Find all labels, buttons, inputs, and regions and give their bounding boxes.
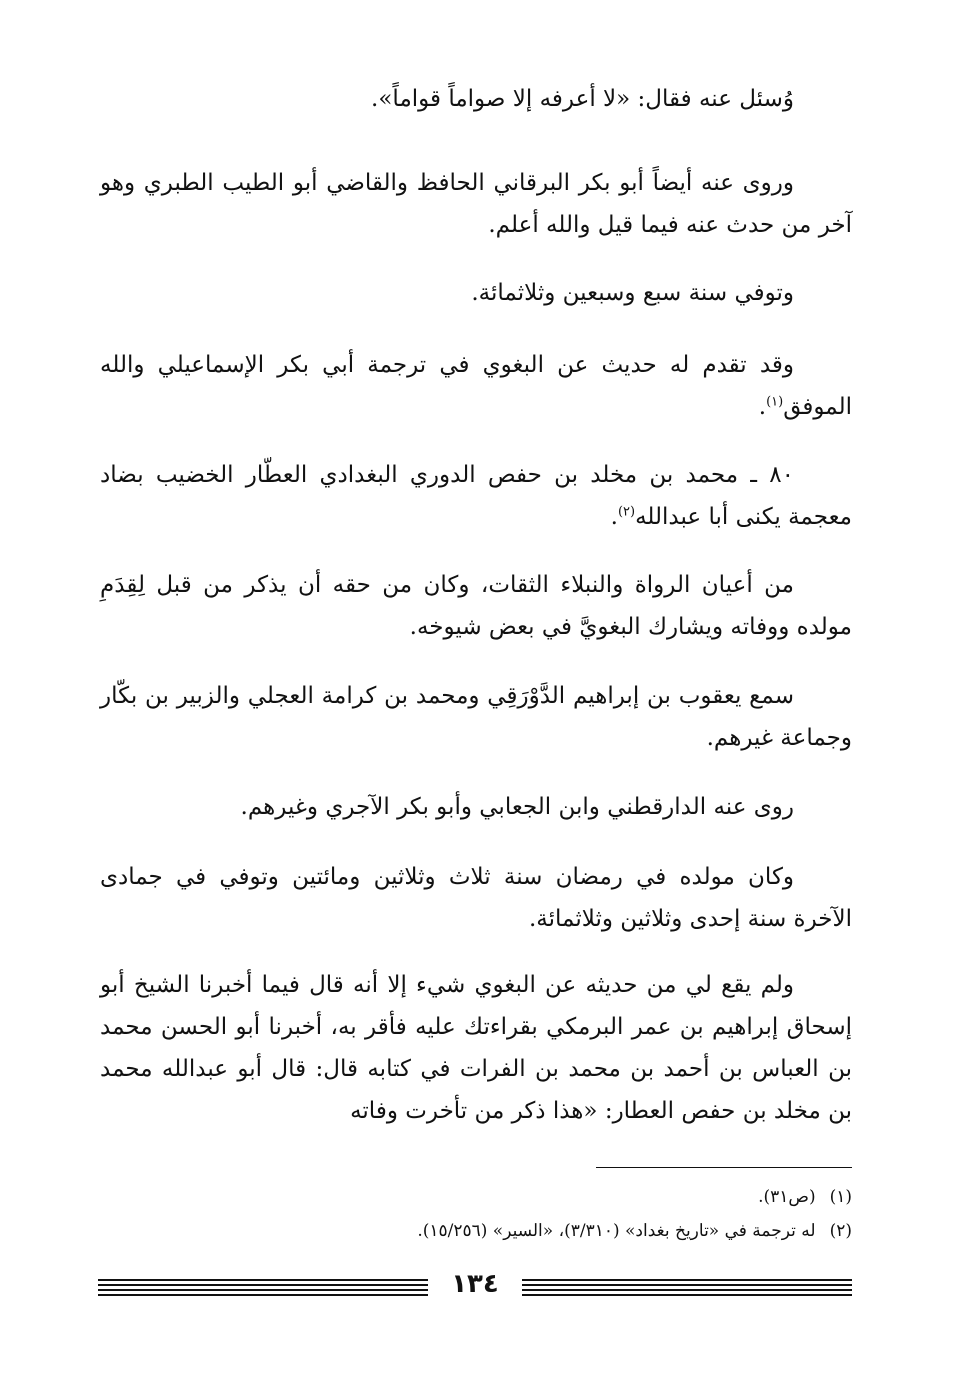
paragraph-4-end: . (758, 394, 767, 420)
footnote-ref-1[interactable]: (١) (766, 394, 784, 410)
footnote-1 (100, 1180, 852, 1214)
page-number: ١٣٤ (451, 1269, 499, 1299)
page-footer (98, 1269, 852, 1301)
paragraph-6: من أعيان الرواة والنبلاء الثقات، وكان من حقه أن يذكر من قبل لِقِدَمِ مولده ووفاته ويشارك البغويَّ في بعض شيوخه. (100, 572, 852, 640)
paragraph-4 (100, 344, 852, 428)
footer-rule-left (98, 1279, 428, 1297)
paragraph-1: وُسئل عنه فقال: «لا أعرفه إلا صواماً قواماً». (371, 86, 794, 112)
entry-80-end: . (610, 504, 618, 530)
footnote-1-text: (ص٣١). (758, 1187, 816, 1207)
paragraph-9: وكان مولده في رمضان سنة ثلاث وثلاثين ومائتين وتوفي في جمادى الآخرة سنة إحدى وثلاثين وثلاثمائة. (100, 864, 852, 932)
paragraph-2: وروى عنه أيضاً أبو بكر البرقاني الحافظ والقاضي أبو الطيب الطبري وهو آخر من حدث عنه فيما قيل والله أعلم. (100, 170, 852, 238)
footer-rule-right (522, 1279, 852, 1297)
entry-80-heading (100, 454, 852, 538)
footnote-ref-2[interactable]: (٢) (617, 504, 636, 520)
entry-80-text: ٨٠ ـ محمد بن مخلد بن حفص الدوري البغدادي العطّار الخضيب بضاد معجمة يكنى أبا عبدالله (100, 462, 852, 530)
footnotes (100, 1180, 852, 1248)
footnote-2 (100, 1214, 852, 1248)
paragraph-10: ولم يقع لي من حديثه عن البغوي شيء إلا أنه قال فيما أخبرنا الشيخ أبو إسحاق إبراهيم بن عمر البرمكي بقراءتك عليه فأقر به، أخبرنا أبو الحسن محمد بن العباس بن أحمد بن محمد بن الفرات في كتابه قال: قال أبو عبدالله محمد بن مخلد بن حفص العطار: «هذا ذكر من تأخرت وفاته (100, 972, 852, 1124)
paragraph-7: سمع يعقوب بن إبراهيم الدَّوْرَقِي ومحمد بن كرامة العجلي والزبير بن بكّار وجماعة غيرهم. (100, 683, 852, 751)
paragraph-3: وتوفي سنة سبع وسبعين وثلاثمائة. (471, 280, 794, 306)
footnote-separator (596, 1167, 852, 1168)
paragraph-8: روى عنه الدارقطني وابن الجعابي وأبو بكر الآجري وغيرهم. (240, 794, 794, 820)
paragraph-4-text: وقد تقدم له حديث عن البغوي في ترجمة أبي بكر الإسماعيلي والله الموفق (100, 352, 852, 420)
footnote-2-number: (٢) (829, 1221, 852, 1241)
footnote-2-text: له ترجمة في «تاريخ بغداد» (٣/٣١٠)، «السير» (١٥/٢٥٦). (417, 1221, 816, 1241)
footnote-1-number: (١) (829, 1187, 852, 1207)
